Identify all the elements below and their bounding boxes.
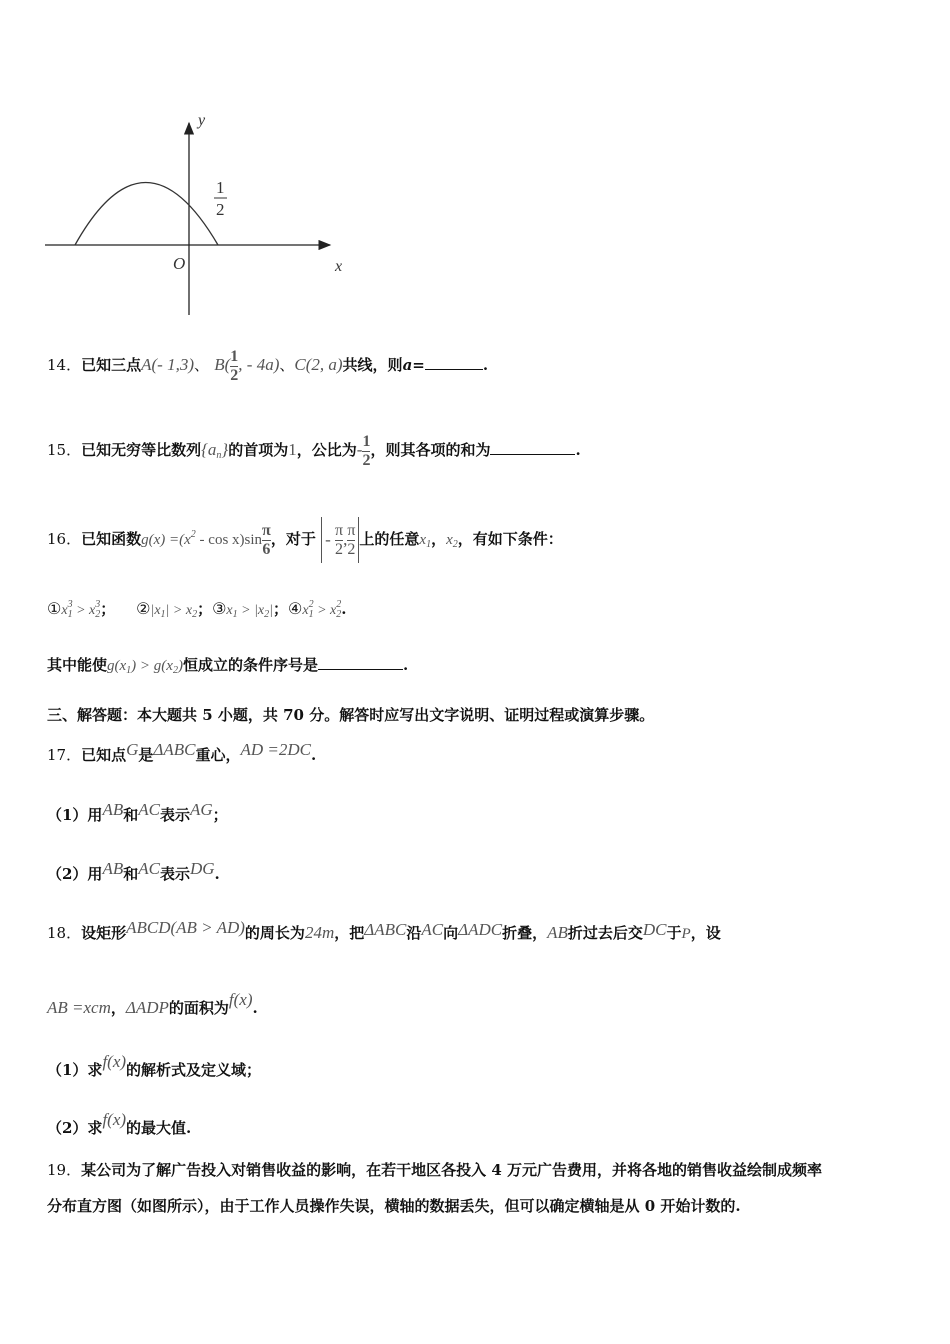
q16-cond1-end: ； (100, 600, 116, 618)
question-17 (47, 732, 316, 773)
q16-comma: ， (431, 530, 447, 548)
q17-p1-end: ； (212, 806, 228, 824)
q18-rect: ABCD(AB > AD) (126, 918, 245, 937)
q19-number: 19． (47, 1161, 82, 1179)
q17-part-2 (47, 851, 220, 892)
q18-part-1 (47, 1042, 261, 1090)
q16-conditions (47, 585, 347, 635)
graph-svg (40, 105, 360, 320)
q18-text-e: 向 (443, 924, 459, 942)
q18-dc: DC (642, 920, 667, 939)
q17-p2-end: . (214, 865, 220, 883)
q18-number: 18． (47, 924, 82, 942)
q15-text-d: ，则其各项的和为 (370, 441, 491, 459)
parabola-graph (40, 105, 360, 320)
q16-cond2: $|x_1| > x_2$ (150, 603, 198, 620)
parabola-curve (75, 183, 218, 246)
q16-text-d: ，有如下条件： (457, 530, 563, 548)
q18-p1-label: （1）求 (47, 1061, 103, 1079)
q18-text-a: 设矩形 (81, 924, 127, 942)
q18-part-2 (47, 1100, 191, 1148)
q18-text-h: 于 (666, 924, 682, 942)
q16-cond2-end: ； (197, 600, 213, 618)
q16-text-b: ，对于 (270, 530, 316, 548)
q16-number: 16． (47, 530, 82, 548)
q18-text-f: 折叠， (502, 924, 548, 942)
q17-part-1 (47, 792, 228, 833)
q18-text-c: ，把 (334, 924, 365, 942)
q16-cond3-mark: ③ (212, 599, 227, 618)
q14-point-b-pre: B( (214, 355, 231, 374)
q16-final-line (47, 645, 408, 691)
q16-x1: $x_1$ (419, 532, 432, 550)
q17-triangle: ΔABC (153, 740, 196, 759)
q17-p2-label: （2）用 (47, 865, 103, 883)
q18-p2-fx: f(x) (102, 1110, 127, 1129)
q17-p1-ac: AC (138, 800, 160, 819)
q18-p1-text: 的解析式及定义域； (126, 1061, 262, 1079)
q16-interval: - $\frac{\pi}{2}$ , $\frac{\pi}{2}$ (321, 517, 359, 563)
half-numerator: 1 (216, 178, 225, 197)
q16-cond2-mark: ② (136, 599, 151, 618)
q18-p1-fx: f(x) (102, 1052, 127, 1071)
q14-text-a: 已知三点 (81, 356, 142, 374)
question-15 (47, 420, 581, 486)
q16-ineq: $g(x_1) > g(x_2)$ (107, 658, 183, 676)
section-3-heading: 三、解答题：本大题共 5 小题，共 70 分。解答时应写出文字说明、证明过程或演算步骤。 (47, 706, 655, 724)
q16-pi-over-6: $\frac{\pi}{6}$ (262, 521, 271, 558)
q15-number: 15． (47, 441, 82, 459)
q15-seq: $\{a_n\}$ (201, 440, 229, 461)
q16-cond4-mark: ④ (288, 599, 303, 618)
q18-perimeter: 24m (304, 923, 335, 942)
q18-line-2 (47, 980, 258, 1028)
q15-text-a: 已知无穷等比数列 (81, 441, 202, 459)
origin-label: O (173, 254, 186, 273)
q16-end: . (402, 656, 409, 674)
q18-text-i: ，设 (690, 924, 721, 942)
q17-p2-rep: 表示 (159, 865, 190, 883)
q17-relation: AD =2DC (240, 740, 312, 759)
y-axis-label: y (198, 112, 206, 129)
q16-cond1-mark: ① (47, 599, 62, 618)
q15-ratio-fraction: $\frac{1}{2}$ (362, 432, 371, 469)
q18-end: . (252, 999, 258, 1017)
q17-p2-ab: AB (102, 859, 124, 878)
x-axis-label: x (335, 258, 343, 275)
q19-line-2: 分布直方图（如图所示），由于工作人员操作失误，横轴的数据丢失，但可以确定横轴是从 0 开始计数的. (47, 1197, 741, 1215)
q16-cond3: $x_1 > |x_2|$ (226, 603, 274, 620)
q17-p1-label: （1）用 (47, 806, 103, 824)
q16-cond3-end: ； (273, 600, 289, 618)
q16-text-a: 已知函数 (81, 530, 142, 548)
q17-p2-ac: AC (138, 859, 160, 878)
q14-point-a: A(- 1,3) (141, 355, 194, 374)
q14-point-b-post: , - 4a) (238, 355, 280, 374)
q18-p2-label: （2）求 (47, 1119, 103, 1137)
q15-text-c: ，公比为 (296, 441, 357, 459)
q17-p1-target: AG (189, 800, 213, 819)
q14-text-b: 共线，则 (342, 356, 403, 374)
q17-text-a: 已知点 (81, 746, 127, 764)
q14-eq: = (412, 356, 425, 374)
q17-text-c: 重心， (195, 746, 241, 764)
q17-end: . (311, 746, 317, 764)
question-14 (47, 345, 488, 385)
q18-p: P (681, 926, 691, 942)
q18-text-g: 折过去后交 (567, 924, 643, 942)
question-18 (47, 908, 721, 954)
q17-text-b: 是 (138, 746, 154, 764)
q14-end: . (482, 356, 489, 374)
q17-p2-target: DG (189, 859, 215, 878)
q16-func: $g(x) =(x^2 - \cos x)\sin$ (141, 529, 263, 548)
q14-sep1: 、 (193, 356, 209, 374)
q16-text-c: 上的任意 (359, 530, 420, 548)
q18-tri2: ΔADC (458, 920, 503, 939)
half-denominator: 2 (216, 200, 225, 219)
q18-ac: AC (421, 920, 444, 939)
q16-cond1: $x^3_1 > x^3_2$ (61, 599, 101, 620)
q17-p2-and: 和 (123, 865, 139, 883)
q14-answer-blank[interactable] (425, 355, 483, 370)
q15-minus: - (356, 440, 363, 459)
q19-line-1: 19．某公司为了解广告投入对销售收益的影响，在若干地区各投入 4 万元广告费用，并将各地的销售收益绘制成频率 (47, 1161, 822, 1179)
q14-point-b-fraction: $\frac{1}{2}$ (230, 347, 239, 384)
q18-text-b: 的周长为 (244, 924, 305, 942)
q17-p1-and: 和 (123, 806, 139, 824)
q15-end: . (575, 441, 581, 459)
q17-number: 17． (47, 746, 82, 764)
q14-sep2: 、 (279, 356, 295, 374)
q17-p1-ab: AB (102, 800, 124, 819)
q18-text-d: 沿 (406, 924, 422, 942)
q16-cond4-end: . (341, 600, 347, 618)
q15-first: 1 (288, 440, 297, 459)
q17-p1-rep: 表示 (159, 806, 190, 824)
q18-ab: AB (547, 923, 568, 942)
q16-x2: $x_2$ (446, 532, 458, 550)
q16-text-e: 其中能使 (47, 656, 108, 674)
q18-fx: f(x) (228, 990, 253, 1009)
q18-text-k: 的面积为 (168, 999, 229, 1017)
q14-point-c: C(2, a) (294, 355, 343, 374)
question-16 (47, 505, 563, 575)
q16-cond4: $x^2_1 > x^2_2$ (302, 599, 342, 620)
question-19 (47, 1152, 822, 1224)
q14-number: 14． (47, 356, 82, 374)
q15-answer-blank[interactable] (490, 440, 575, 455)
q16-answer-blank[interactable] (318, 655, 403, 670)
q18-tri3: ΔADP (125, 998, 169, 1017)
q16-text-f: 恒成立的条件序号是 (182, 656, 318, 674)
q18-ab-eq: AB =xcm (47, 998, 111, 1017)
q18-text-j: ， (110, 999, 126, 1017)
q14-var: a (402, 356, 413, 374)
q17-g: G (126, 740, 139, 759)
q15-text-b: 的首项为 (228, 441, 289, 459)
q18-tri1: ΔABC (364, 920, 407, 939)
q18-p2-text: 的最大值. (126, 1119, 192, 1137)
